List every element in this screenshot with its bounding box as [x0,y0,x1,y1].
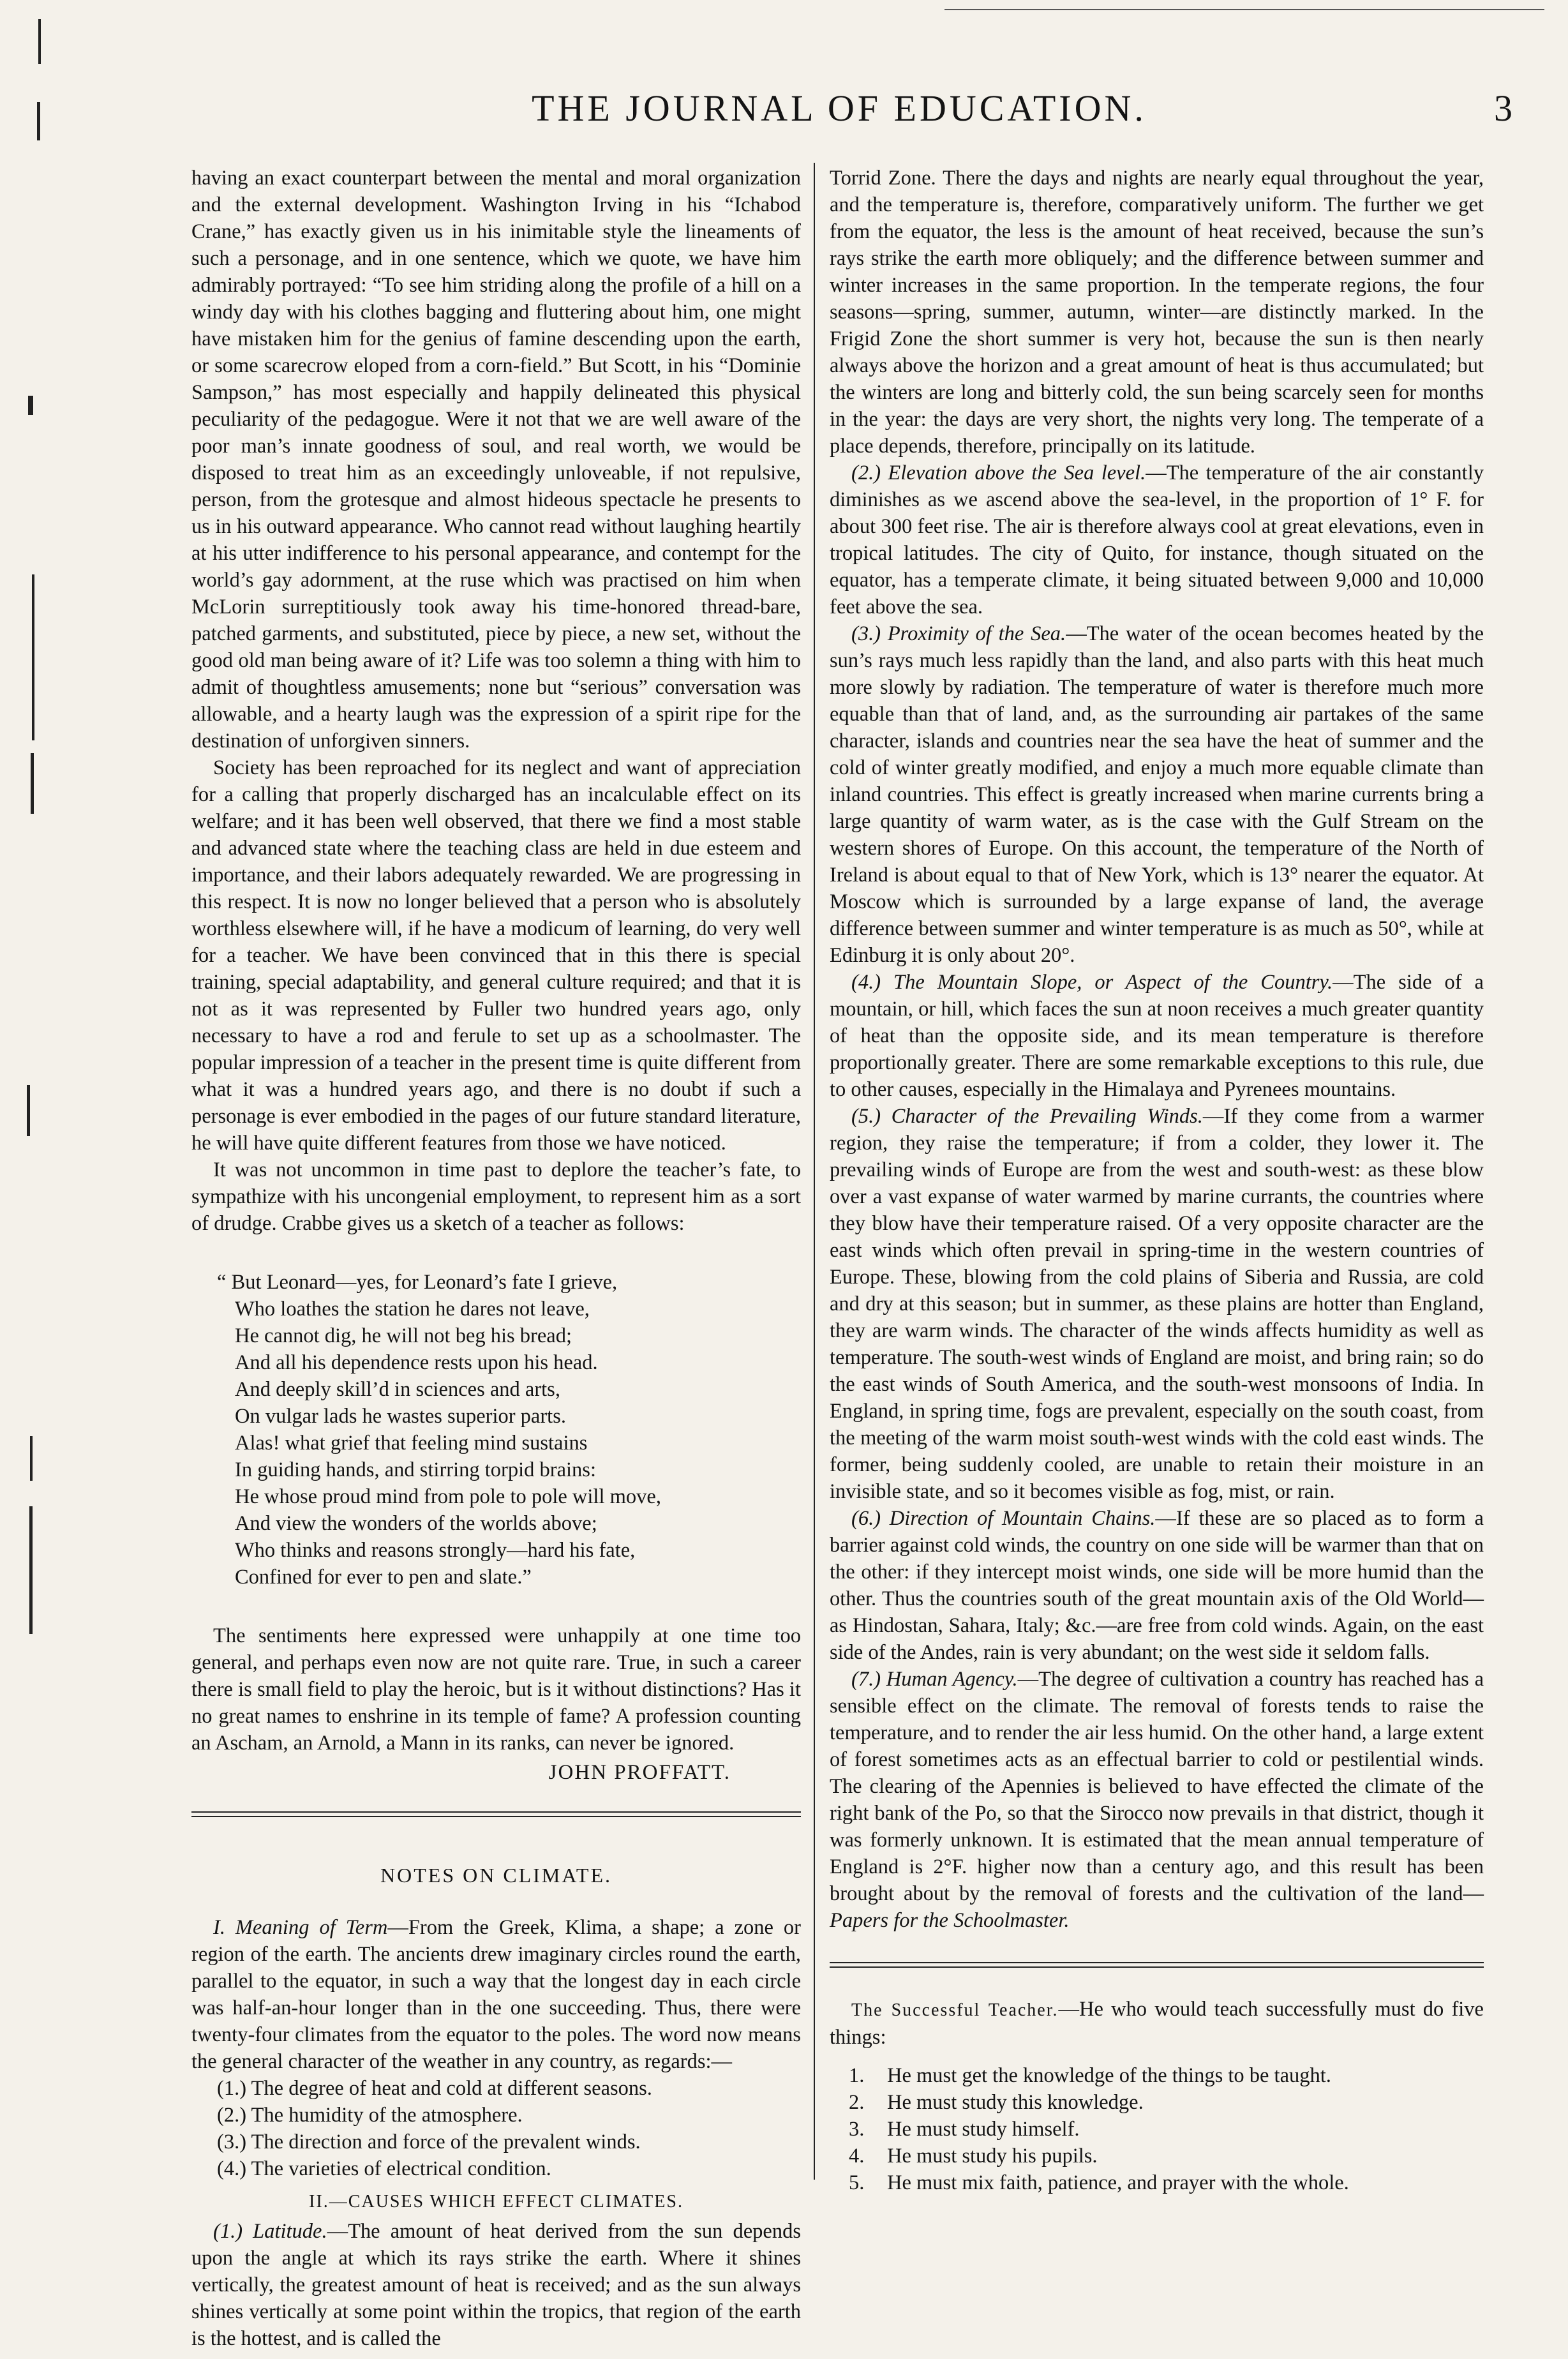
teacher-list [849,2062,1484,2196]
climate-list [217,2075,801,2182]
right-column [830,165,1484,2196]
margin-mark [29,1506,33,1634]
paragraph [830,1996,1484,2051]
list-text: He must study this knowledge. [887,2091,1144,2114]
list-item [849,2169,1484,2196]
list-text: He must study himself. [887,2118,1080,2141]
left-column [191,165,801,2352]
poem-line: In guiding hands, and stirring torpid brains: [235,1458,596,1481]
poem-line: He cannot dig, he will not beg his bread; [235,1324,572,1347]
section-divider [830,1962,1484,1968]
poem-line: Who thinks and reasons strongly—hard his fate, [235,1539,636,1562]
list-number: 2. [849,2091,865,2114]
source-citation: Papers for the Schoolmaster. [830,1909,1070,1932]
list-item: (1.) The degree of heat and cold at different seasons. [217,2077,652,2100]
top-edge-rule [945,9,1544,10]
subsection-title: II.—CAUSES WHICH EFFECT CLIMATES. [309,2192,683,2212]
paragraph-text: —If these are so placed as to form a barrier against cold winds, the country on one side will be warmer than that on the other: if they intercept moist winds, one side will be more humid than the other. Thus the countries south of the great mountain axis of the Old World—as Hindostan, Sahara, Italy; &c.—are free from cold winds. Again, on the east side of the Andes, rain is very abundant; on the west side it seldom falls. [830,1507,1484,1664]
paragraph [830,460,1484,620]
term-label: (3.) Proximity of the Sea. [851,622,1066,645]
term-label: (2.) Elevation above the Sea level. [851,461,1146,484]
paragraph [830,1103,1484,1505]
list-text: He must get the knowledge of the things to be taught. [887,2064,1331,2087]
term-label: (4.) The Mountain Slope, or Aspect of the Country. [851,971,1333,994]
margin-mark [28,396,33,415]
paragraph-text: —The water of the ocean becomes heated by the sun’s rays much less rapidly than the land, and also parts with this heat much more slowly by radiation. The temperature of water is therefore much more equable than that of land, and, as the surrounding air partakes of the same character, islands and countries near the sea have the heat of summer and the cold of winter greatly modified, and enjoy a much more equable climate than inland countries. This effect is greatly increased when marine currents bring a large quantity of warm water, as is the case with the Gulf Stream on the western shores of Europe. On this account, the temperature of the North of Ireland is about equal to that of New York, which is 13° nearer the equator. At Moscow which is surrounded by a large expanse of land, the average difference between summer and winter temperature is as much as 50°, while at Edinburg it is only about 20°. [830,622,1484,967]
list-item: (2.) The humidity of the atmosphere. [217,2104,523,2127]
list-item [849,2116,1484,2143]
list-item: (3.) The direction and force of the prevalent winds. [217,2131,641,2153]
margin-mark [27,1085,30,1136]
paragraph-text: —He who would teach successfully must do five things: [830,1998,1484,2049]
poem-line: Alas! what grief that feeling mind sustains [235,1432,588,1455]
poem-line: On vulgar lads he wastes superior parts. [235,1405,566,1428]
list-number: 1. [849,2064,865,2087]
paragraph-text: —The degree of cultivation a country has reached has a sensible effect on the climate. The removal of forests tends to raise the temperature, and to render the air less humid. On the other hand, a large extent of forest sometimes acts as an effectual barrier to cold or pestilential winds. The clearing of the Apennies is believed to have effected the climate of the right bank of the Po, so that the Sirocco now prevails in that district, though it was formerly unknown. It is estimated that the mean annual temperature of England is 2°F. higher now than a century ago, and this result has been brought about by the removal of forests and the cultivation of the land— [830,1668,1484,1905]
paragraph-text: —From the Greek, Klima, a shape; a zone or region of the earth. The ancients drew imaginary circles round the earth, parallel to the equator, in such a way that the longest day in each circle was half-an-hour longer than in the one succeeding. Thus, there were twenty-four climates from the equator to the poles. The word now means the general character of the weather in any country, as regards:— [191,1916,802,2073]
poem-quote [217,1269,801,1591]
paragraph-text: —The amount of heat derived from the sun depends upon the angle at which its rays strike the earth. Where it shines vertically, the greatest amount of heat is received; and as the sun always shines vertically at some point within the tropics, that region of the earth is the hottest, and is called the [191,2220,801,2350]
paragraph: having an exact counterpart between the mental and moral organization and the external development. Washington Irving in his “Ichabod Crane,” has exactly given us in his inimitable style the lineaments of such a personage, and in one sentence, which we quote, we have him admirably portrayed: “To see him striding along the profile of a hill on a windy day with his clothes bagging and fluttering about him, one might have mistaken him for the genius of famine descending upon the earth, or some scarecrow eloped from a corn-field.” But Scott, in his “Dominie Sampson,” has most especially and happily delineated this physical peculiarity of the pedagogue. Were it not that we are well aware of the poor man’s innate goodness of soul, and real worth, we would be disposed to treat him as an exceedingly unloveable, if not repulsive, person, from the grotesque and almost hideous spectacle he presents to us in his outward appearance. Who cannot read without laughing heartily at his utter indifference to his personal appearance, and contempt for the world’s gay adornment, at the ruse which was practised on him when McLorin surreptitiously took away his time-honored thread-bare, patched garments, and substituted, piece by piece, a new set, without the good old man being aware of it? Life was too solemn a thing with him to admit of thoughtless amusements; none but “serious” conversation was allowable, and a hearty laugh was the expression of a spirit ripe for the destination of unforgiven sinners. [191,167,801,753]
paragraph-text: —If they come from a warmer region, they raise the temperature; if from a colder, they lower it. The prevailing winds of Europe are from the west and south-west: as these blow over a vast expanse of water warmed by marine currants, the countries where they blow have their temperature raised. Of a very opposite character are the east winds which often prevail in spring-time in the western countries of Europe. These, blowing from the cold plains of Siberia and Russia, are cold and dry at this season; but in summer, as these plains are hotter than England, they are warm winds. The character of the winds affects humidity as well as temperature. The south-west winds of England are moist, and bring rain; so do the east winds of South America, and the south-west monsoons of India. In England, in spring time, fogs are prevalent, especially on the south coast, from the meeting of the warm moist south-west winds with the cold east winds. The former, being suddenly cooled, are unable to retain their moisture in an invisible state, and so it becomes visible as fog, mist, or rain. [830,1105,1484,1503]
paragraph [830,620,1484,969]
list-text: He must mix faith, patience, and prayer with the whole. [887,2171,1349,2194]
poem-line: And view the wonders of the worlds above; [235,1512,597,1535]
poem-line: And deeply skill’d in sciences and arts, [235,1378,560,1401]
paragraph [191,1914,801,2075]
paragraph: Society has been reproached for its neglect and want of appreciation for a calling that properly discharged has an incalculable effect on its welfare; and it has been well observed, that there we find a most stable and advanced state where the teaching class are held in due esteem and importance, and their labors adequately rewarded. We are progressing in this respect. It is now no longer believed that a person who is absolutely worthless elsewhere will, if he have a modicum of learning, do very well for a teacher. We have been convinced that in this there is special training, special adaptability, and general culture required; and that it is not as it was represented by Fuller two hundred years ago, only necessary to have a rod and ferule to set up as a schoolmaster. The popular impression of a teacher in the present time is quite different from what it was a hundred years ago, and there is no doubt if such a personage is ever embodied in the pages of our future standard literature, he will have quite different features from those we have noticed. [191,756,801,1155]
term-label: (6.) Direction of Mountain Chains. [851,1507,1156,1530]
list-item: (4.) The varieties of electrical condition. [217,2157,551,2180]
poem-line: Who loathes the station he dares not leave, [235,1298,590,1321]
term-label: I. Meaning of Term [213,1916,388,1939]
poem-line: And all his dependence rests upon his head. [235,1351,598,1374]
poem-line: Confined for ever to pen and slate.” [235,1566,532,1589]
section-divider [191,1811,801,1817]
author-signature: JOHN PROFFATT. [548,1761,731,1784]
margin-mark [32,574,34,740]
page-number: 3 [1494,87,1512,129]
paragraph-text: —The side of a mountain, or hill, which faces the sun at noon receives a much greater quantity of heat than the opposite side, and its mean temperature is therefore proportionally greater. There are some remarkable exceptions to this rule, due to other causes, especially in the Himalaya and Pyrenees mountains. [830,971,1484,1101]
margin-mark [31,753,34,814]
list-item [849,2089,1484,2116]
margin-mark [38,19,41,64]
column-divider [814,163,815,2180]
paragraph-text: —The temperature of the air constantly diminishes as we ascend above the sea-level, in the proportion of 1° F. for about 300 feet rise. The air is therefore always cool at great elevations, even in tropical latitudes. The city of Quito, for instance, though situated on the equator, has a temperate climate, it being situated between 9,000 and 10,000 feet above the sea. [830,461,1484,618]
margin-mark [37,102,40,140]
term-label: (7.) Human Agency. [851,1668,1018,1691]
list-item [849,2062,1484,2089]
paragraph [191,2218,801,2352]
paragraph [830,1505,1484,1666]
section-title: NOTES ON CLIMATE. [380,1864,612,1887]
list-number: 4. [849,2145,865,2168]
paragraph: Torrid Zone. There the days and nights are nearly equal throughout the year, and the temperature is, therefore, comparatively uniform. The further we get from the equator, the less is the amount of heat received, because the sun’s rays strike the earth more obliquely; and the difference between summer and winter increases in the same proportion. In the temperate regions, the four seasons—spring, summer, autumn, winter—are distinctly marked. In the Frigid Zone the short summer is very hot, because the sun is then nearly always above the horizon and a great amount of heat is thus accumulated; but the winters are long and bitterly cold, the sun being scarcely seen for months in the year: the days are very short, the nights very long. The temperate of a place depends, therefore, principally on its latitude. [830,167,1484,458]
paragraph [830,969,1484,1103]
list-number: 5. [849,2171,865,2194]
paragraph: It was not uncommon in time past to deplore the teacher’s fate, to sympathize with his uncongenial employment, to represent him as a sort of drudge. Crabbe gives us a sketch of a teacher as follows: [191,1158,801,1235]
list-text: He must study his pupils. [887,2145,1098,2168]
term-label: (5.) Character of the Prevailing Winds. [851,1105,1203,1128]
term-label: The Successful Teacher. [851,2000,1059,2020]
poem-line: “ But Leonard—yes, for Leonard’s fate I grieve, [217,1271,618,1294]
poem-line: He whose proud mind from pole to pole will move, [235,1485,661,1508]
page-header [166,86,1512,137]
paragraph [830,1666,1484,1934]
term-label: (1.) Latitude. [213,2220,327,2243]
list-number: 3. [849,2118,865,2141]
journal-title: THE JOURNAL OF EDUCATION. [532,87,1147,129]
paragraph: The sentiments here expressed were unhappily at one time too general, and perhaps even now are not quite rare. True, in such a career there is small field to play the heroic, but is it without distinctions? Has it no great names to enshrine in its temple of fame? A profession counting an Ascham, an Arnold, a Mann in its ranks, can never be ignored. [191,1624,801,1755]
list-item [849,2143,1484,2169]
margin-mark [30,1436,33,1481]
